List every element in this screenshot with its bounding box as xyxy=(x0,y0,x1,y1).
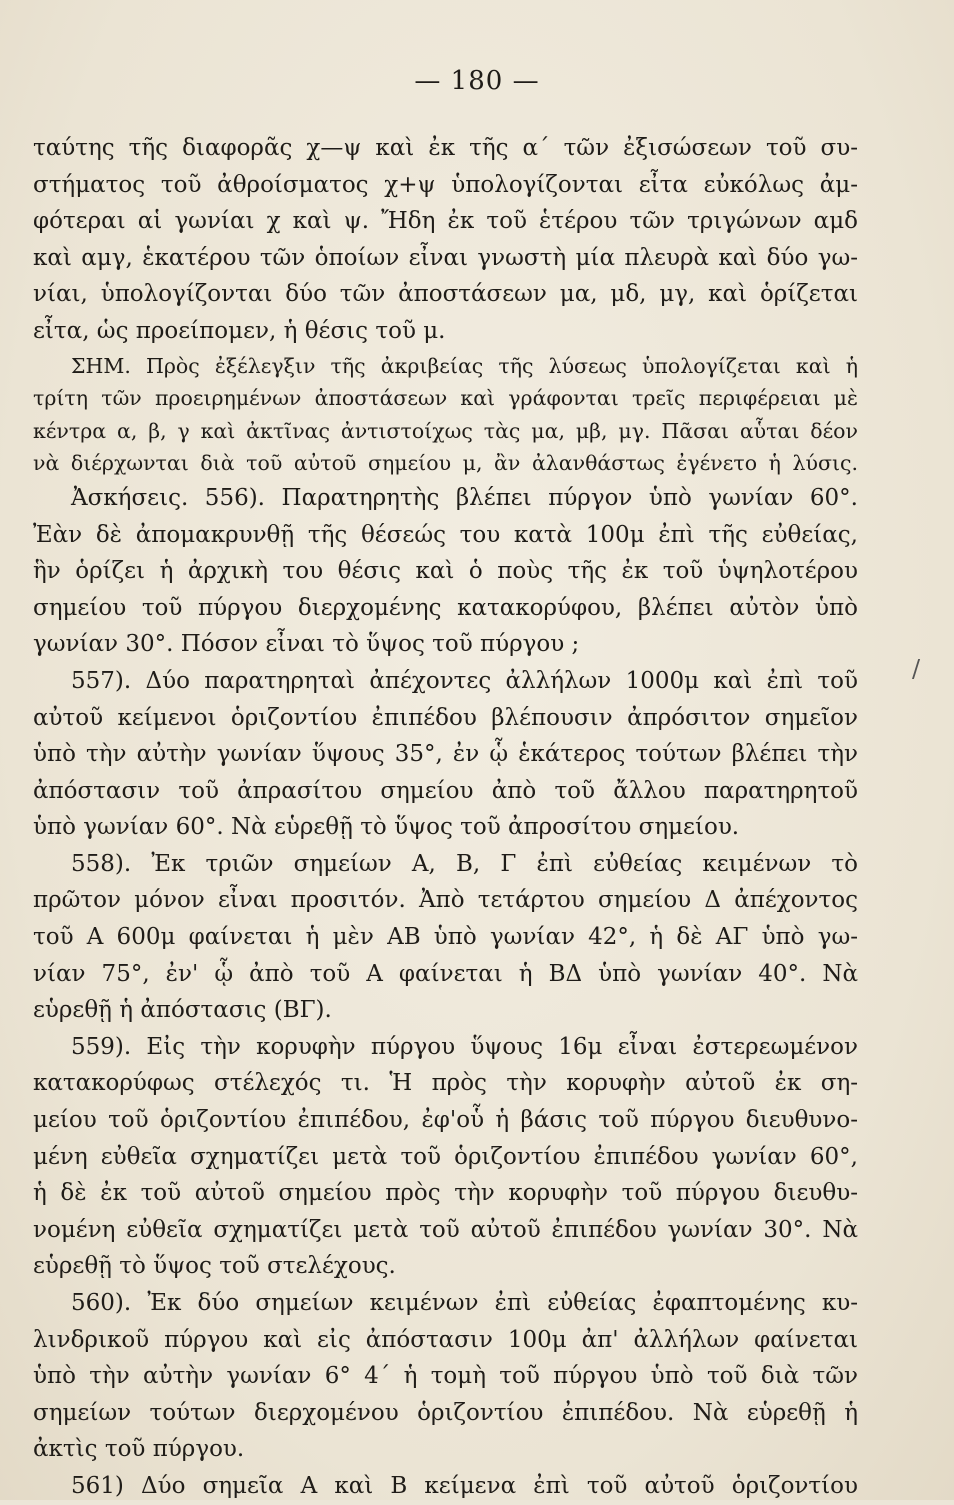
text-line: εὑρεθῇ τὸ ὕψος τοῦ στελέχους. xyxy=(33,1253,396,1280)
note-line: κέντρα α, β, γ καὶ ἀκτῖνας ἀντιστοίχως τὰς μα, μβ, μγ. Πᾶσαι αὗται δέον xyxy=(33,418,858,443)
text-line: καὶ αμγ, ἑκατέρου τῶν ὁποίων εἶναι γνωστὴ μία πλευρὰ καὶ δύο γω- xyxy=(33,244,858,271)
text-line: ὑπὸ τὴν αὐτὴν γωνίαν 6° 4΄ ἡ τομὴ τοῦ πύργου ὑπὸ τοῦ διὰ τῶν xyxy=(33,1363,858,1390)
text-line: μείου τοῦ ὁριζοντίου ἐπιπέδου, ἐφ'οὗ ἡ βάσις τοῦ πύργου διευθυνο- xyxy=(33,1107,858,1134)
text-line: πρῶτον μόνον εἶναι προσιτόν. Ἀπὸ τετάρτου σημείου Δ ἀπέχοντος xyxy=(33,887,858,914)
text-line: τοῦ Α 600μ φαίνεται ἡ μὲν ΑΒ ὑπὸ γωνίαν 42°, ἡ δὲ ΑΓ ὑπὸ γω- xyxy=(33,924,858,951)
text-line: λινδρικοῦ πύργου καὶ εἰς ἀπόστασιν 100μ ἀπ' ἀλλήλων φαίνεται xyxy=(33,1326,858,1353)
note-line: ΣΗΜ. Πρὸς ἐξέλεγξιν τῆς ἀκριβείας τῆς λύσεως ὑπολογίζεται καὶ ἡ xyxy=(71,353,858,378)
text-line: ἡ δὲ ἐκ τοῦ αὐτοῦ σημείου πρὸς τὴν κορυφὴν τοῦ πύργου διευθυ- xyxy=(33,1180,858,1207)
margin-mark: / xyxy=(912,655,921,683)
text-line: νομένη εὐθεῖα σχηματίζει μετὰ τοῦ αὐτοῦ ἐπιπέδου γωνίαν 30°. Νὰ xyxy=(33,1216,858,1243)
text-line: σημείου τοῦ πύργου διερχομένης κατακορύφου, βλέπει αὐτὸν ὑπὸ xyxy=(33,594,858,621)
text-line: νίαν 75°, ἐν' ᾧ ἀπὸ τοῦ Α φαίνεται ἡ ΒΔ ὑπὸ γωνίαν 40°. Νὰ xyxy=(33,960,858,987)
page-body xyxy=(33,130,858,1505)
exercise-heading-line: Ἀσκήσεις. 556). Παρατηρητὴς βλέπει πύργον ὑπὸ γωνίαν 60°. xyxy=(71,484,858,511)
text-line: εἶτα, ὡς προείπομεν, ἡ θέσις τοῦ μ. xyxy=(33,317,446,344)
note-line: τρίτη τῶν προειρημένων ἀποστάσεων καὶ γράφονται τρεῖς περιφέρειαι μὲ xyxy=(33,386,858,411)
text-line: νίαι, ὑπολογίζονται δύο τῶν ἀποστάσεων μα, μδ, μγ, καὶ ὁρίζεται xyxy=(33,281,858,308)
text-line: ἣν ὁρίζει ἡ ἀρχικὴ του θέσις καὶ ὁ ποὺς τῆς ἐκ τοῦ ὑψηλοτέρου xyxy=(33,558,858,585)
exercise-line: 559). Εἰς τὴν κορυφὴν πύργου ὕψους 16μ εἶναι ἐστερεωμένον xyxy=(71,1033,858,1060)
exercise-line: 561) Δύο σημεῖα Α καὶ Β κείμενα ἐπὶ τοῦ αὐτοῦ ὁριζοντίου xyxy=(71,1472,858,1499)
text-line: φότεραι αἱ γωνίαι χ καὶ ψ. Ἤδη ἐκ τοῦ ἑτέρου τῶν τριγώνων αμδ xyxy=(33,208,858,235)
exercise-line: 558). Ἐκ τριῶν σημείων Α, Β, Γ ἐπὶ εὐθείας κειμένων τὸ xyxy=(71,850,858,877)
text-line: ὑπὸ γωνίαν 60°. Νὰ εὑρεθῇ τὸ ὕψος τοῦ ἀπροσίτου σημείου. xyxy=(33,814,740,841)
text-line: ὑπὸ τὴν αὐτὴν γωνίαν ὕψους 35°, ἐν ᾧ ἑκάτερος τούτων βλέπει τὴν xyxy=(33,741,858,768)
text-line: σημείων τούτων διερχομένου ὁριζοντίου ἐπιπέδου. Νὰ εὑρεθῇ ἡ xyxy=(33,1399,858,1426)
text-line: κατακορύφως στέλεχός τι. Ἡ πρὸς τὴν κορυφὴν αὐτοῦ ἐκ ση- xyxy=(33,1070,858,1097)
page-number: — 180 — xyxy=(414,66,540,96)
text-line: Ἐὰν δὲ ἀπομακρυνθῇ τῆς θέσεώς του κατὰ 100μ ἐπὶ τῆς εὐθείας, xyxy=(33,521,858,548)
text-line: εὑρεθῇ ἡ ἀπόστασις (ΒΓ). xyxy=(33,997,332,1024)
text-line: αὐτοῦ κείμενοι ὁριζοντίου ἐπιπέδου βλέπουσιν ἀπρόσιτον σημεῖον xyxy=(33,704,858,731)
text-line: γωνίαν 30°. Πόσον εἶναι τὸ ὕψος τοῦ πύργου ; xyxy=(33,631,580,658)
exercise-line: 557). Δύο παρατηρηταὶ ἀπέχοντες ἀλλήλων 1000μ καὶ ἐπὶ τοῦ xyxy=(71,667,858,694)
text-line: ἀκτὶς τοῦ πύργου. xyxy=(33,1436,245,1463)
text-line: ἀπόστασιν τοῦ ἀπρασίτου σημείου ἀπὸ τοῦ ἄλλου παρατηρητοῦ xyxy=(33,777,858,804)
text-line: ταύτης τῆς διαφορᾶς χ—ψ καὶ ἐκ τῆς α΄ τῶν ἐξισώσεων τοῦ συ- xyxy=(33,135,858,161)
text-line: στήματος τοῦ ἀθροίσματος χ+ψ ὑπολογίζονται εἶτα εὐκόλως ἀμ- xyxy=(33,171,858,198)
exercise-line: 560). Ἐκ δύο σημείων κειμένων ἐπὶ εὐθείας ἐφαπτομένης κυ- xyxy=(71,1290,858,1316)
note-line: νὰ διέρχωνται διὰ τοῦ αὐτοῦ σημείου μ, ἂν ἀλανθάστως ἐγένετο ἡ λύσις. xyxy=(33,451,858,476)
text-line: μένη εὐθεῖα σχηματίζει μετὰ τοῦ ὁριζοντίου ἐπιπέδου γωνίαν 60°, xyxy=(33,1143,858,1170)
